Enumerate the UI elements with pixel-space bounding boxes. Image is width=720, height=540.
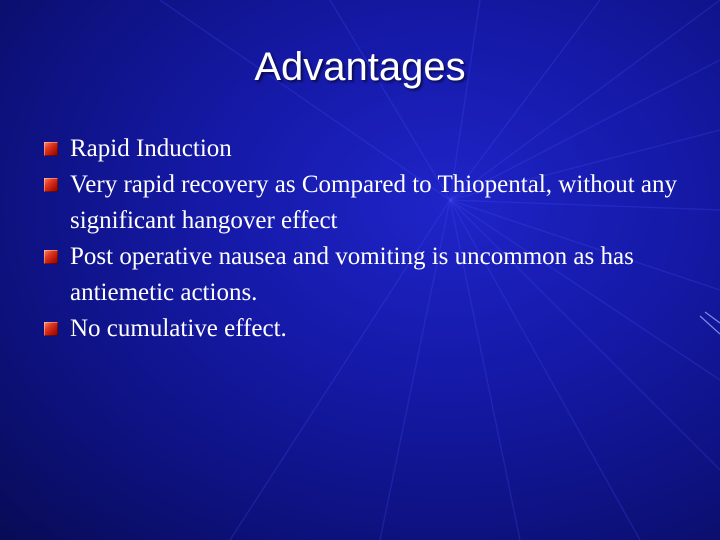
square-bullet-icon (44, 178, 58, 192)
list-item (44, 239, 684, 311)
bullet-list (44, 131, 684, 347)
list-item (44, 131, 684, 167)
square-bullet-icon (44, 142, 58, 156)
list-item (44, 311, 684, 347)
bullet-text: No cumulative effect. (70, 315, 287, 342)
bullet-text: Post operative nausea and vomiting is uncommon as has antiemetic actions. (70, 243, 634, 306)
list-item (44, 167, 684, 239)
bullet-text: Very rapid recovery as Compared to Thiopental, without any significant hangover effect (70, 171, 678, 234)
square-bullet-icon (44, 322, 58, 336)
square-bullet-icon (44, 250, 58, 264)
bullet-text: Rapid Induction (70, 135, 232, 162)
slide-title: Advantages (254, 45, 466, 89)
